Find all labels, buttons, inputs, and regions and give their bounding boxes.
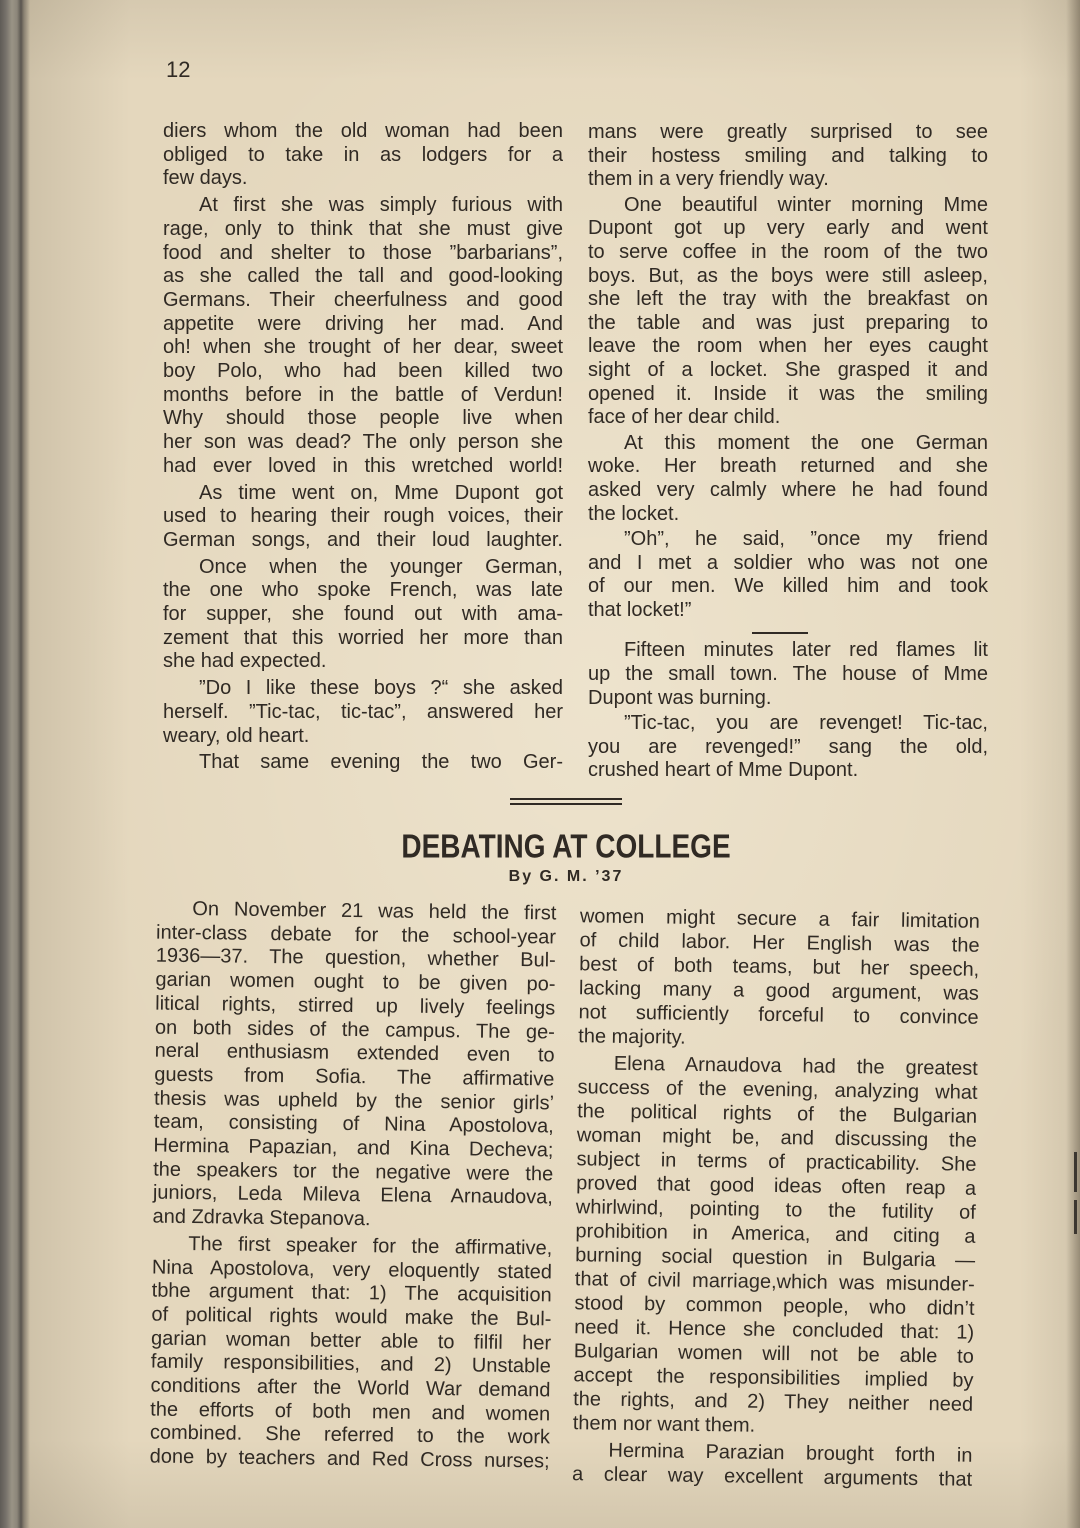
- text-line: Hermina Papazian, and Kina Decheva;: [153, 1134, 554, 1162]
- article-byline: By G. M. ’37: [508, 868, 624, 885]
- text-line: a clear way excellent arguments that: [571, 1463, 973, 1491]
- text-line: appetite were driving her mad. And: [163, 312, 563, 335]
- paragraph: [150, 1232, 553, 1474]
- text-line: 1936—37. The question, whether Bul-: [155, 944, 556, 972]
- text-line: juniors, Leda Mileva Elena Arnaudova,: [152, 1181, 554, 1209]
- text-line: herself. ”Tic-tac, tic-tac”, answered her: [163, 700, 563, 723]
- text-line: of political rights would make the Bul-: [151, 1303, 552, 1331]
- text-line: of child labor. Her English was the: [579, 929, 980, 957]
- text-line: to serve coffee in the room of the two: [588, 240, 988, 263]
- text-line: inter-class debate for the school-year: [155, 921, 557, 949]
- text-line: family responsibilities, and 2) Unstable: [150, 1350, 551, 1378]
- text-line: conditions after the World War demand: [150, 1374, 551, 1402]
- text-line: oh! when she trought of her dear, sweet: [163, 336, 563, 359]
- text-line: Hermina Parazian brought forth in: [608, 1439, 973, 1467]
- text-line: up the small town. The house of Mme: [588, 663, 988, 686]
- text-line: the political rights of the Bulgarian: [577, 1100, 978, 1128]
- text-line: proved that good ideas often reap a: [576, 1172, 977, 1200]
- text-line: prohibition in America, and citing a: [575, 1220, 976, 1248]
- paragraph: [163, 751, 563, 775]
- text-line: At first she was simply furious with: [199, 194, 563, 217]
- text-line: them nor want them.: [572, 1412, 756, 1437]
- paragraph: [163, 482, 563, 553]
- text-line: that of civil marriage,which was misunder-: [574, 1268, 975, 1296]
- text-line: she left the tray with the breakfast on: [588, 288, 988, 311]
- text-line: subject in terms of practicability. She: [576, 1148, 977, 1176]
- story-column-left: [163, 120, 563, 775]
- paragraph: [588, 121, 988, 192]
- text-line: leave the room when her eyes caught: [588, 335, 988, 358]
- text-line: neral enthusiasm extended even to: [154, 1039, 555, 1067]
- text-line: face of her dear child.: [588, 406, 781, 429]
- text-line: on both sides of the campus. The ge-: [154, 1016, 556, 1043]
- text-line: the table and was just preparing to: [588, 311, 988, 334]
- paragraph: [578, 904, 980, 1054]
- text-line: the rights, and 2) They neither need: [573, 1388, 974, 1416]
- text-line: the one who spoke French, was late: [163, 579, 563, 602]
- text-line: Dupont got up very early and went: [588, 217, 988, 240]
- text-line: and I met a soldier who was not one: [588, 551, 988, 574]
- text-line: On November 21 was held the first: [192, 898, 557, 925]
- text-line: she had expected.: [163, 650, 327, 673]
- text-line: not sufficiently forceful to convince: [578, 1001, 979, 1029]
- page-binding-edge: [0, 0, 30, 1528]
- text-line: litical rights, stirred up lively feelings: [155, 992, 556, 1020]
- paragraph: [163, 120, 563, 191]
- page-number: 12: [166, 57, 191, 82]
- text-line: of our men. We killed him and took: [588, 575, 988, 598]
- text-line: them in a very friendly way.: [588, 168, 829, 191]
- text-line: best of both teams, but her speech,: [579, 953, 980, 981]
- text-line: diers whom the old woman had been: [163, 120, 563, 142]
- paragraph: [588, 194, 988, 430]
- article-column-left: [150, 898, 557, 1475]
- text-line: stood by common people, who didn’t: [574, 1292, 975, 1320]
- text-line: The first speaker for the affirmative,: [188, 1232, 553, 1260]
- text-line: ”Do I like these boys ?“ she asked: [199, 677, 563, 700]
- paragraph: [588, 639, 988, 710]
- text-line: success of the evening, analyzing what: [577, 1076, 978, 1104]
- text-line: the efforts of both men and women: [150, 1398, 551, 1426]
- scan-edge-mark: [1074, 1200, 1077, 1234]
- text-line: the speakers tor the negative were the: [153, 1158, 554, 1186]
- paragraph: [163, 194, 563, 478]
- text-line: weary, old heart.: [163, 724, 310, 747]
- article-column-right: [572, 904, 980, 1492]
- text-line: garian woman better able to filfil her: [150, 1327, 552, 1355]
- text-line: At this moment the one German: [624, 431, 988, 454]
- text-line: tbhe argument that: 1) The acquisition: [151, 1279, 552, 1307]
- text-line: One beautiful winter morning Mme: [624, 193, 988, 216]
- text-line: asked very calmly where he had found: [588, 478, 988, 501]
- paragraph: [573, 1051, 978, 1441]
- text-line: team, consisting of Nina Apostolova,: [153, 1110, 554, 1138]
- scan-edge-mark: [1074, 1152, 1077, 1192]
- text-line: you are revenged!” sang the old,: [588, 735, 988, 758]
- paragraph: [572, 1438, 973, 1492]
- text-line: sight of a locket. She grasped it and: [588, 358, 988, 381]
- text-line: Nina Apostolova, very eloquently stated: [151, 1256, 553, 1283]
- text-line: ”Oh”, he said, ”once my friend: [624, 528, 988, 551]
- text-line: months before in the battle of Verdun!: [163, 383, 563, 406]
- text-line: her son was dead? The only person she: [163, 431, 563, 454]
- text-line: accept the responsibilities implied by: [573, 1364, 974, 1392]
- text-line: Once when the younger German,: [199, 555, 563, 578]
- text-line: women might secure a fair limitation: [579, 905, 981, 933]
- text-line: need it. Hence she concluded that: 1): [574, 1316, 975, 1344]
- text-line: Dupont was burning.: [588, 686, 772, 709]
- text-line: lacking many a good argument, was: [578, 977, 980, 1005]
- text-line: As time went on, Mme Dupont got: [199, 481, 563, 504]
- text-line: woke. Her breath returned and she: [588, 455, 988, 478]
- text-line: few days.: [163, 167, 248, 190]
- text-line: mans were greatly surprised to see: [588, 121, 988, 143]
- text-line: guests from Sofia. The affirmative: [154, 1063, 555, 1091]
- text-line: the majority.: [578, 1025, 686, 1049]
- page-right-edge-shadow: [1066, 0, 1080, 1528]
- paragraph: [588, 528, 988, 622]
- article-separator-double-rule: [510, 798, 622, 805]
- text-line: Why should those people live when: [163, 407, 563, 430]
- text-line: garian women ought to be given po-: [155, 968, 556, 996]
- text-line: whirlwind, pointing to the futility of: [575, 1196, 976, 1224]
- text-line: Germans. Their cheerfulness and good: [163, 288, 563, 311]
- text-line: food and shelter to those ”barbarians”,: [163, 241, 563, 264]
- story-column-right: [588, 121, 988, 783]
- text-line: burning social question in Bulgaria —: [575, 1244, 976, 1272]
- text-line: done by teachers and Red Cross nurses;: [149, 1445, 550, 1473]
- text-line: Fifteen minutes later red flames lit: [624, 639, 988, 662]
- text-line: opened it. Inside it was the smiling: [588, 382, 988, 405]
- text-line: Elena Arnaudova had the greatest: [613, 1052, 978, 1080]
- text-line: Bulgarian women will not be able to: [573, 1340, 974, 1368]
- article-title: DEBATING AT COLLEGE: [401, 828, 731, 865]
- paragraph: [163, 677, 563, 748]
- text-line: boys. But, as the boys were still asleep,: [588, 264, 988, 287]
- text-line: combined. She referred to the work: [149, 1422, 551, 1449]
- text-line: German songs, and their loud laughter.: [163, 528, 563, 551]
- text-line: had ever loved in this wretched world!: [163, 454, 563, 477]
- text-line: obliged to take in as lodgers for a: [163, 143, 563, 166]
- text-line: for supper, she found out with ama-: [163, 603, 563, 626]
- text-line: the locket.: [588, 502, 680, 525]
- text-line: and Zdravka Stepanova.: [152, 1205, 371, 1231]
- text-line: boy Polo, who had been killed two: [163, 360, 563, 383]
- text-line: their hostess smiling and talking to: [588, 144, 988, 167]
- paragraph: [152, 898, 556, 1235]
- text-line: woman might be, and discussing the: [576, 1124, 977, 1152]
- paragraph: [588, 712, 988, 783]
- text-line: ”Tic-tac, you are revenget! Tic-tac,: [624, 712, 988, 735]
- paragraph: [163, 556, 563, 675]
- text-line: zement that this worried her more than: [163, 626, 563, 649]
- text-line: crushed heart of Mme Dupont.: [588, 759, 859, 782]
- text-line: rage, only to think that she must give: [163, 217, 563, 240]
- text-line: That same evening the two Ger-: [199, 751, 563, 774]
- text-line: thesis was upheld by the senior girls’: [153, 1087, 555, 1115]
- text-line: used to hearing their rough voices, their: [163, 505, 563, 528]
- text-line: as she called the tall and good-looking: [163, 265, 563, 288]
- paragraph: [588, 432, 988, 526]
- section-divider-rule: [752, 632, 808, 634]
- text-line: that locket!”: [588, 598, 692, 621]
